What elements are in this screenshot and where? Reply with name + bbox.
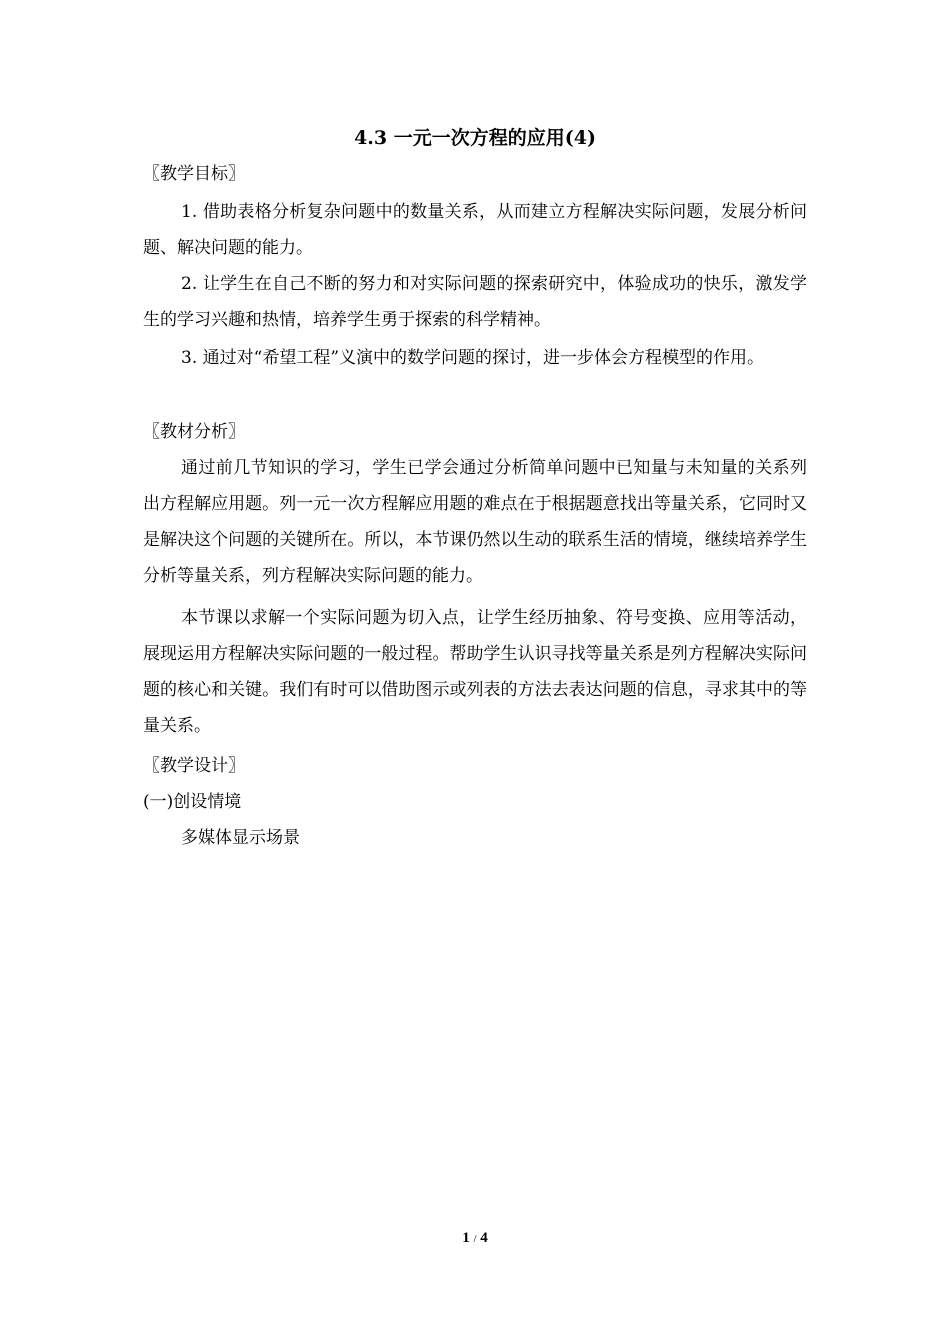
page-number-footer bbox=[0, 1226, 950, 1251]
design-subheading-1: (一)创设情境 bbox=[143, 792, 242, 812]
design-line-1: 多媒体显示场景 bbox=[181, 828, 300, 848]
objective-paragraph-1: 1. 借助表格分析复杂问题中的数量关系，从而建立方程解决实际问题，发展分析问题、解决问题的能力。 bbox=[143, 202, 807, 258]
analysis-paragraph-1: 通过前几节知识的学习，学生已学会通过分析简单问题中已知量与未知量的关系列出方程解应用题。列一元一次方程解应用题的难点在于根据题意找出等量关系，它同时又是解决这个问题的关键所在。所以，本节课仍然以生动的联系生活的情境，继续培养学生分析等量关系，列方程解决实际问题的能力。 bbox=[143, 458, 807, 586]
objective-paragraph-2: 2. 让学生在自己不断的努力和对实际问题的探索研究中，体验成功的快乐，激发学生的学习兴趣和热情，培养学生勇于探索的科学精神。 bbox=[143, 274, 807, 330]
analysis-heading: 〖教材分析〗 bbox=[143, 422, 245, 442]
document-title: 4.3 一元一次方程的应用(4) bbox=[354, 127, 596, 149]
current-page-number: 1 bbox=[462, 1230, 470, 1246]
total-page-count: 4 bbox=[480, 1230, 488, 1246]
objectives-heading: 〖教学目标〗 bbox=[143, 164, 245, 184]
analysis-paragraph-2: 本节课以求解一个实际问题为切入点，让学生经历抽象、符号变换、应用等活动，展现运用方程解决实际问题的一般过程。帮助学生认识寻找等量关系是列方程解决实际问题的核心和关键。我们有时可以借助图示或列表的方法去表达问题的信息，寻求其中的等量关系。 bbox=[143, 608, 807, 736]
design-heading: 〖教学设计〗 bbox=[143, 756, 245, 776]
objective-paragraph-3: 3. 通过对“希望工程”义演中的数学问题的探讨，进一步体会方程模型的作用。 bbox=[181, 348, 765, 368]
page-separator: / bbox=[473, 1233, 477, 1245]
